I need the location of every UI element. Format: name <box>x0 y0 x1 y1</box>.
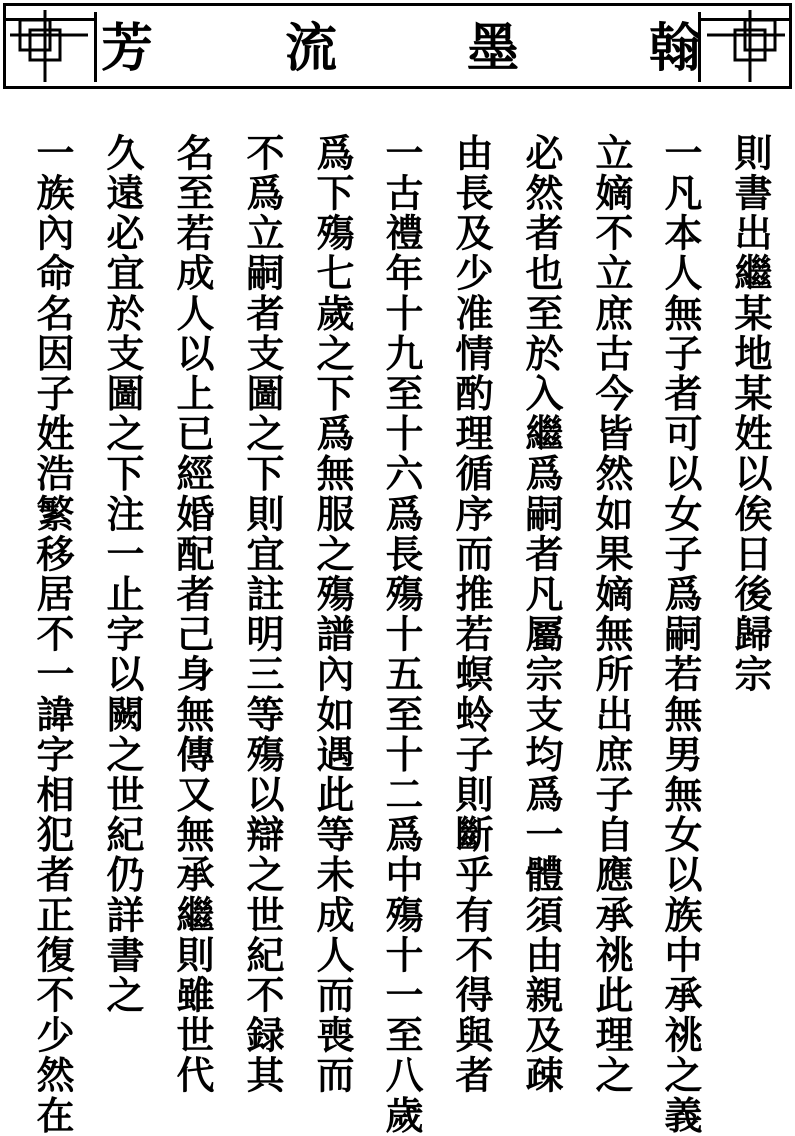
left-fret-ornament <box>10 10 88 82</box>
text-column-5: 由長及少准情酌理循序而推若螟蛉子則斷乎有不得與者 <box>449 133 494 1096</box>
text-column-4: 必然者也至於入繼爲嗣者凡屬宗支均爲一體須由親及疎 <box>519 133 564 1096</box>
title-char-1: 芳 <box>101 18 154 79</box>
title-char-3: 墨 <box>467 18 520 79</box>
right-fret-ornament <box>707 10 785 82</box>
text-column-10: 久遠必宜於支圖之下注一止字以闕之世紀仍詳書之 <box>100 133 145 1016</box>
text-column-2: 一凡本人無子者可以女子爲嗣若無男無女以族中承祧之義 <box>658 133 703 1136</box>
text-column-7: 爲下殤七歲之下爲無服之殤譜內如遇此等未成人而喪而 <box>310 133 355 1096</box>
text-column-11: 一族內命名因子姓浩繁移居不一諱字相犯者正復不少然在 <box>30 133 75 1136</box>
text-column-9: 名至若成人以上已經婚配者己身無傳又無承繼則雖世代 <box>170 133 215 1096</box>
title-banner <box>3 3 792 89</box>
text-column-8: 不爲立嗣者支圖之下則宜註明三等殤以辯之世紀不録其 <box>240 133 285 1096</box>
text-column-3: 立嫡不立庶古今皆然如果嫡無所出庶子自應承祧此理之 <box>589 133 634 1096</box>
text-column-6: 一古禮年十九至十六爲長殤十五至十二爲中殤十一至八歲 <box>379 133 424 1136</box>
title-char-2: 流 <box>285 18 338 79</box>
title-char-4: 翰 <box>649 18 702 79</box>
title-strip <box>94 12 701 82</box>
text-column-1: 則書出繼某地某姓以俟日後歸宗 <box>728 133 773 695</box>
